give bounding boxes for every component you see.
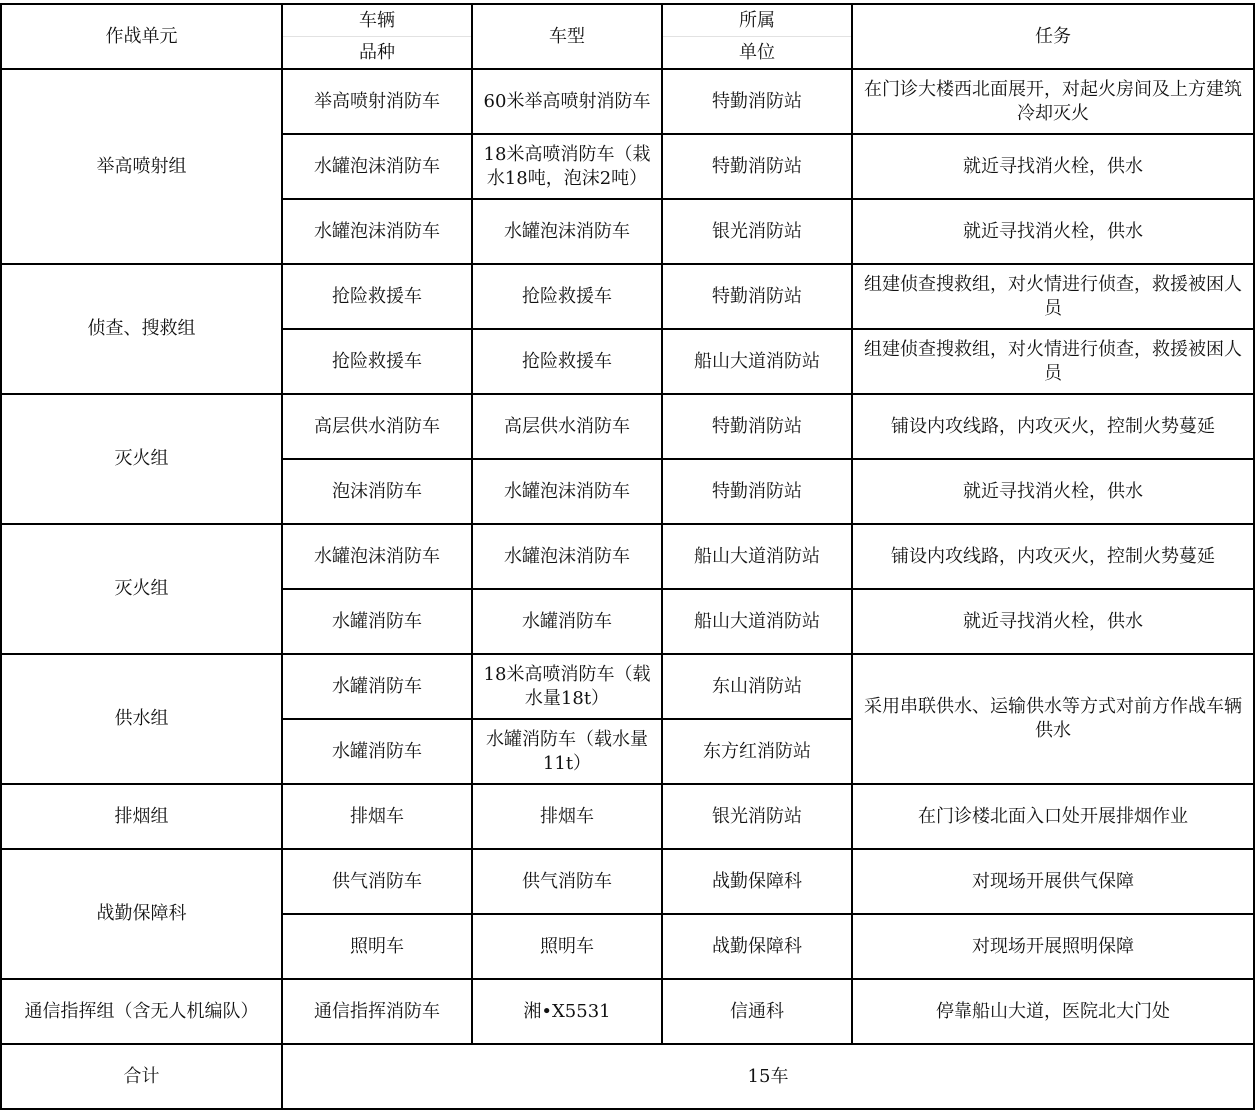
station-cell: 特勤消防站	[662, 264, 852, 329]
header-belong-line1: 所属	[663, 5, 851, 37]
task-cell: 就近寻找消火栓，供水	[852, 589, 1254, 654]
model-cell: 18米高喷消防车（栽水18吨，泡沫2吨）	[472, 134, 662, 199]
station-cell: 特勤消防站	[662, 134, 852, 199]
task-cell: 铺设内攻线路，内攻灭火，控制火势蔓延	[852, 524, 1254, 589]
total-value: 15车	[282, 1044, 1254, 1109]
station-cell: 信通科	[662, 979, 852, 1044]
station-cell: 银光消防站	[662, 199, 852, 264]
station-cell: 船山大道消防站	[662, 329, 852, 394]
header-belong	[662, 4, 852, 69]
variety-cell: 水罐泡沫消防车	[282, 134, 472, 199]
task-cell: 采用串联供水、运输供水等方式对前方作战车辆供水	[852, 654, 1254, 784]
station-cell: 东山消防站	[662, 654, 852, 719]
station-cell: 特勤消防站	[662, 69, 852, 134]
station-cell: 银光消防站	[662, 784, 852, 849]
variety-cell: 水罐消防车	[282, 719, 472, 784]
task-cell: 组建侦查搜救组，对火情进行侦查，救援被困人员	[852, 264, 1254, 329]
model-cell: 18米高喷消防车（载水量18t）	[472, 654, 662, 719]
variety-cell: 举高喷射消防车	[282, 69, 472, 134]
unit-cell: 排烟组	[1, 784, 282, 849]
variety-cell: 高层供水消防车	[282, 394, 472, 459]
unit-cell: 灭火组	[1, 394, 282, 524]
station-cell: 战勤保障科	[662, 849, 852, 914]
station-cell: 特勤消防站	[662, 459, 852, 524]
variety-cell: 通信指挥消防车	[282, 979, 472, 1044]
variety-cell: 供气消防车	[282, 849, 472, 914]
task-cell: 铺设内攻线路，内攻灭火，控制火势蔓延	[852, 394, 1254, 459]
header-vehicle	[282, 4, 472, 69]
header-model: 车型	[472, 4, 662, 69]
variety-cell: 排烟车	[282, 784, 472, 849]
variety-cell: 水罐消防车	[282, 654, 472, 719]
model-cell: 高层供水消防车	[472, 394, 662, 459]
model-cell: 水罐泡沫消防车	[472, 199, 662, 264]
model-cell: 水罐泡沫消防车	[472, 524, 662, 589]
table-row	[1, 654, 1254, 719]
header-unit: 作战单元	[1, 4, 282, 69]
table-row	[1, 849, 1254, 914]
variety-cell: 照明车	[282, 914, 472, 979]
variety-cell: 抢险救援车	[282, 329, 472, 394]
variety-cell: 抢险救援车	[282, 264, 472, 329]
unit-cell: 灭火组	[1, 524, 282, 654]
table-row	[1, 979, 1254, 1044]
table-row	[1, 524, 1254, 589]
task-cell: 就近寻找消火栓，供水	[852, 199, 1254, 264]
unit-cell: 战勤保障科	[1, 849, 282, 979]
station-cell: 东方红消防站	[662, 719, 852, 784]
header-row	[1, 4, 1254, 69]
variety-cell: 水罐泡沫消防车	[282, 524, 472, 589]
task-cell: 组建侦查搜救组，对火情进行侦查，救援被困人员	[852, 329, 1254, 394]
header-belong-line2: 单位	[739, 41, 775, 63]
table-row	[1, 69, 1254, 134]
variety-cell: 泡沫消防车	[282, 459, 472, 524]
variety-cell: 水罐消防车	[282, 589, 472, 654]
unit-cell: 供水组	[1, 654, 282, 784]
variety-cell: 水罐泡沫消防车	[282, 199, 472, 264]
task-cell: 停靠船山大道，医院北大门处	[852, 979, 1254, 1044]
model-cell: 供气消防车	[472, 849, 662, 914]
total-row	[1, 1044, 1254, 1109]
header-vehicle-line1: 车辆	[283, 5, 471, 37]
header-vehicle-line2: 品种	[359, 41, 395, 63]
model-cell: 抢险救援车	[472, 264, 662, 329]
header-task: 任务	[852, 4, 1254, 69]
station-cell: 特勤消防站	[662, 394, 852, 459]
model-cell: 水罐泡沫消防车	[472, 459, 662, 524]
task-cell: 在门诊大楼西北面展开，对起火房间及上方建筑冷却灭火	[852, 69, 1254, 134]
station-cell: 战勤保障科	[662, 914, 852, 979]
task-cell: 对现场开展供气保障	[852, 849, 1254, 914]
total-label: 合计	[1, 1044, 282, 1109]
unit-cell: 通信指挥组（含无人机编队）	[1, 979, 282, 1044]
model-cell: 60米举高喷射消防车	[472, 69, 662, 134]
task-cell: 在门诊楼北面入口处开展排烟作业	[852, 784, 1254, 849]
table-row	[1, 264, 1254, 329]
model-cell: 排烟车	[472, 784, 662, 849]
unit-cell: 举高喷射组	[1, 69, 282, 264]
station-cell: 船山大道消防站	[662, 589, 852, 654]
task-cell: 对现场开展照明保障	[852, 914, 1254, 979]
table-row	[1, 394, 1254, 459]
model-cell: 湘•X5531	[472, 979, 662, 1044]
station-cell: 船山大道消防站	[662, 524, 852, 589]
deployment-table	[0, 3, 1255, 1110]
task-cell: 就近寻找消火栓，供水	[852, 134, 1254, 199]
model-cell: 抢险救援车	[472, 329, 662, 394]
model-cell: 水罐消防车（载水量11t）	[472, 719, 662, 784]
table-row	[1, 784, 1254, 849]
model-cell: 水罐消防车	[472, 589, 662, 654]
task-cell: 就近寻找消火栓，供水	[852, 459, 1254, 524]
unit-cell: 侦查、搜救组	[1, 264, 282, 394]
model-cell: 照明车	[472, 914, 662, 979]
